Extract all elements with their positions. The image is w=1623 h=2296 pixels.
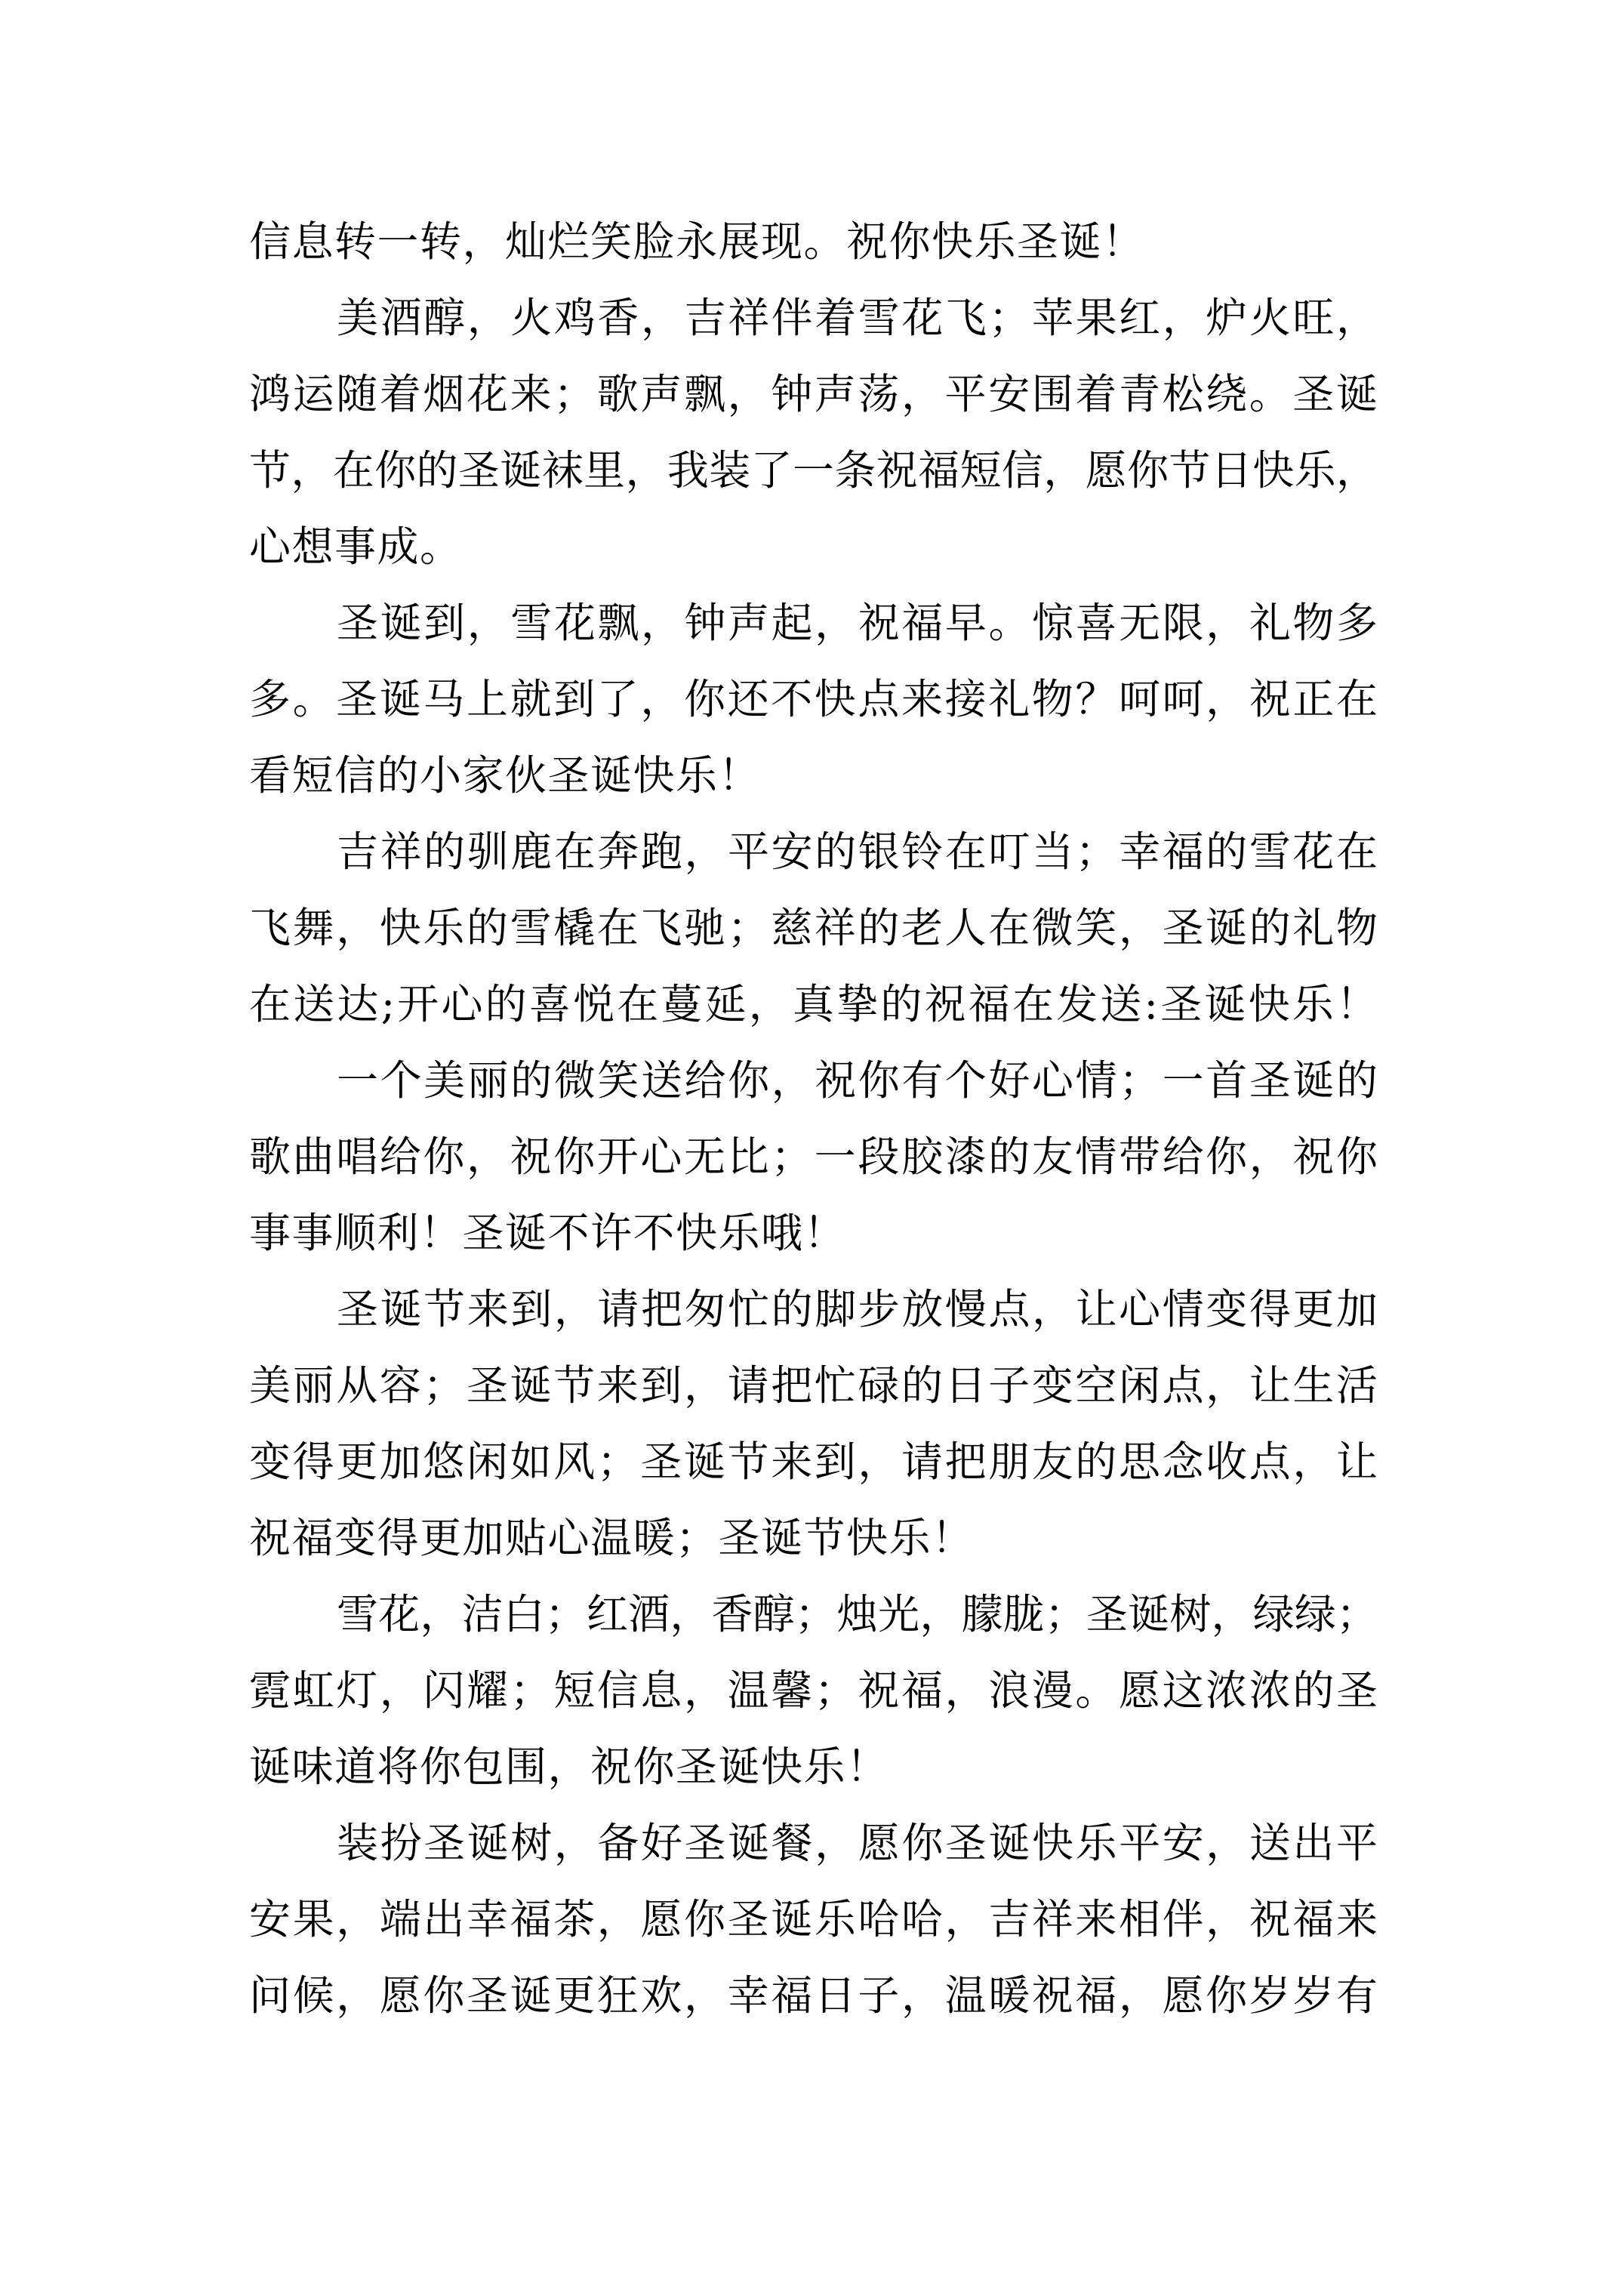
- text-line: 信息转一转，灿烂笑脸永展现。祝你快乐圣诞！: [249, 217, 1145, 266]
- text-line: 事事顺利！圣诞不许不快乐哦！: [249, 1209, 847, 1257]
- text-line: 祝福变得更加贴心温暖；圣诞节快乐！: [249, 1514, 975, 1562]
- text-line: 歌曲唱给你，祝你开心无比；一段胶漆的友情带给你，祝你: [249, 1133, 1378, 1181]
- text-line: 圣诞到，雪花飘，钟声起，祝福早。惊喜无限，礼物多: [337, 599, 1378, 647]
- text-line: 装扮圣诞树，备好圣诞餐，愿你圣诞快乐平安，送出平: [337, 1819, 1378, 1867]
- text-line: 看短信的小家伙圣诞快乐！: [249, 751, 762, 800]
- text-line: 在送达;开心的喜悦在蔓延，真挚的祝福在发送:圣诞快乐！: [249, 980, 1378, 1028]
- text-line: 心想事成。: [249, 522, 463, 571]
- text-line: 诞味道将你包围，祝你圣诞快乐！: [249, 1743, 889, 1791]
- text-line: 变得更加悠闲如风；圣诞节来到，请把朋友的思念收点，让: [249, 1438, 1378, 1486]
- text-line: 美酒醇，火鸡香，吉祥伴着雪花飞；苹果红，炉火旺，: [337, 294, 1378, 342]
- text-line: 多。圣诞马上就到了，你还不快点来接礼物？呵呵，祝正在: [249, 675, 1378, 723]
- text-line: 雪花，洁白；红酒，香醇；烛光，朦胧；圣诞树，绿绿；: [337, 1590, 1378, 1638]
- text-line: 飞舞，快乐的雪橇在飞驰；慈祥的老人在微笑，圣诞的礼物: [249, 904, 1378, 952]
- text-line: 圣诞节来到，请把匆忙的脚步放慢点，让心情变得更加: [337, 1285, 1378, 1333]
- text-block: [249, 204, 1378, 2034]
- text-line: 一个美丽的微笑送给你，祝你有个好心情；一首圣诞的: [337, 1056, 1378, 1105]
- text-line: 美丽从容；圣诞节来到，请把忙碌的日子变空闲点，让生活: [249, 1361, 1378, 1410]
- text-line: 问候，愿你圣诞更狂欢，幸福日子，温暖祝福，愿你岁岁有: [249, 1971, 1378, 2020]
- text-line: 霓虹灯，闪耀；短信息，温馨；祝福，浪漫。愿这浓浓的圣: [249, 1666, 1378, 1715]
- text-line: 节，在你的圣诞袜里，我装了一条祝福短信，愿你节日快乐，: [249, 446, 1378, 495]
- text-line: 安果，端出幸福茶，愿你圣诞乐哈哈，吉祥来相伴，祝福来: [249, 1895, 1378, 1943]
- text-line: 鸿运随着烟花来；歌声飘，钟声荡，平安围着青松绕。圣诞: [249, 370, 1378, 418]
- text-line: 吉祥的驯鹿在奔跑，平安的银铃在叮当；幸福的雪花在: [337, 827, 1378, 876]
